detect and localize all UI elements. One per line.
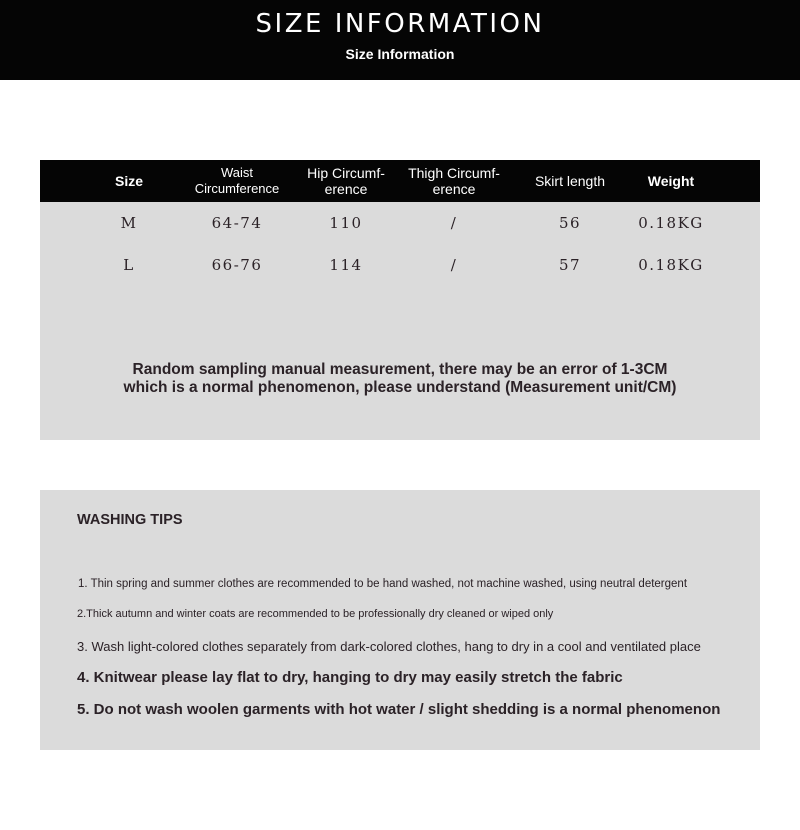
table-cell-size: L: [123, 256, 135, 274]
washing-tip: 2.Thick autumn and winter coats are recommended to be professionally dry cleaned or wiped only: [77, 608, 554, 620]
size-table-header: [40, 160, 760, 202]
washing-tip: 1. Thin spring and summer clothes are recommended to be hand washed, not machine washed, using neutral detergent: [78, 578, 688, 590]
table-cell-hip: 114: [329, 256, 363, 274]
column-header-label: Skirt length: [534, 173, 606, 189]
table-cell-weight: 0.18KG: [638, 214, 704, 232]
table-cell-skirt-length: 57: [558, 256, 582, 274]
measurement-note: [40, 361, 760, 397]
table-cell-weight: 0.18KG: [638, 256, 704, 274]
measurement-note-line: Random sampling manual measurement, there may be an error of 1-3CM: [132, 361, 668, 378]
measurement-note-line: which is a normal phenomenon, please understand (Measurement unit/CM): [123, 379, 677, 396]
column-header-weight: [631, 160, 711, 202]
column-header-label: Thigh Circumf-: [408, 165, 500, 181]
column-header-label: Size: [114, 173, 143, 189]
column-header-label: erence: [324, 181, 368, 197]
page-title: SIZE INFORMATION: [255, 9, 545, 39]
table-cell-skirt-length: 56: [558, 214, 582, 232]
washing-tips-panel: [40, 490, 760, 750]
column-header-size: [89, 160, 169, 202]
table-cell-waist: 64-74: [211, 214, 263, 232]
table-cell-size: M: [120, 214, 138, 232]
washing-tips-title: WASHING TIPS: [77, 512, 183, 528]
table-row: [40, 202, 760, 244]
table-cell-waist: 66-76: [211, 256, 263, 274]
column-header-hip: [294, 160, 398, 202]
column-header-skirt-length: [518, 160, 622, 202]
table-cell-thigh: /: [450, 256, 458, 274]
column-header-label: Waist: [220, 165, 254, 180]
column-header-label: Circumference: [194, 181, 280, 196]
column-header-label: Hip Circumf-: [307, 165, 385, 181]
washing-tip: 4. Knitwear please lay flat to dry, hanging to dry may easily stretch the fabric: [77, 669, 623, 686]
washing-tip: 3. Wash light-colored clothes separately from dark-colored clothes, hang to dry in a cool and ventilated place: [77, 639, 701, 654]
column-header-label: erence: [432, 181, 476, 197]
table-row: [40, 244, 760, 286]
table-cell-thigh: /: [450, 214, 458, 232]
column-header-label: Weight: [647, 173, 695, 189]
table-cell-hip: 110: [329, 214, 363, 232]
washing-tip: 5. Do not wash woolen garments with hot water / slight shedding is a normal phenomenon: [77, 701, 721, 718]
column-header-thigh: [398, 160, 510, 202]
size-table-panel: [40, 160, 760, 440]
header-banner: [0, 0, 800, 80]
page-subtitle: Size Information: [345, 46, 455, 62]
column-header-waist: [181, 160, 293, 202]
